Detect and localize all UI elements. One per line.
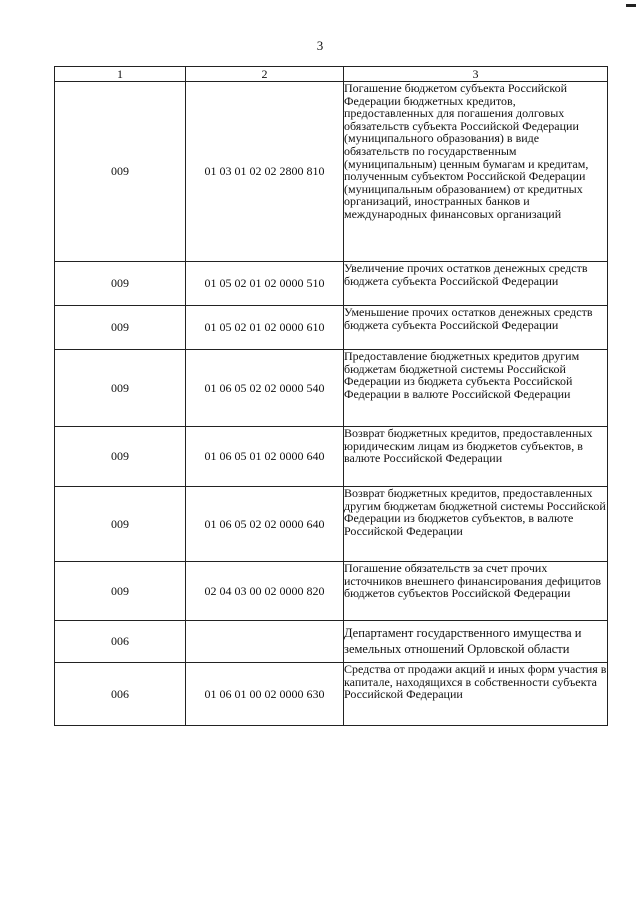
column-header-2: 2 bbox=[186, 67, 344, 82]
admin-code-cell: 009 bbox=[55, 350, 186, 427]
description-cell: Погашение бюджетом субъекта Российской Федерации бюджетных кредитов, предоставленных для погашения долговых обязательств субъекта Российской Федерации (муниципального образования) в виде обязательств по государственным (муниципальным) ценным бумагам и кредитам, полученным субъектом Российской Федерации (муниципальным образованием) от кредитных организаций, иностранных банков и международных финансовых организаций bbox=[344, 82, 608, 262]
admin-code-cell: 009 bbox=[55, 427, 186, 487]
admin-code-cell: 009 bbox=[55, 562, 186, 621]
description-cell: Предоставление бюджетных кредитов другим бюджетам бюджетной системы Российской Федерации из бюджета субъекта Российской Федерации в валюте Российской Федерации bbox=[344, 350, 608, 427]
table-row bbox=[55, 562, 608, 621]
admin-code-cell: 009 bbox=[55, 306, 186, 350]
table-row bbox=[55, 262, 608, 306]
source-code-cell: 01 06 05 01 02 0000 640 bbox=[186, 427, 344, 487]
admin-code-cell: 009 bbox=[55, 262, 186, 306]
corner-mark bbox=[626, 4, 636, 7]
admin-code-cell: 006 bbox=[55, 621, 186, 663]
table-row bbox=[55, 621, 608, 663]
description-cell: Увеличение прочих остатков денежных средств бюджета субъекта Российской Федерации bbox=[344, 262, 608, 306]
description-cell: Возврат бюджетных кредитов, предоставленных юридическим лицам из бюджетов субъектов, в валюте Российской Федерации bbox=[344, 427, 608, 487]
budget-sources-table bbox=[54, 66, 608, 726]
table-row bbox=[55, 306, 608, 350]
source-code-cell bbox=[186, 621, 344, 663]
description-cell: Средства от продажи акций и иных форм участия в капитале, находящихся в собственности субъекта Российской Федерации bbox=[344, 663, 608, 726]
source-code-cell: 01 03 01 02 02 2800 810 bbox=[186, 82, 344, 262]
page-number: 3 bbox=[316, 38, 324, 53]
admin-code-cell: 009 bbox=[55, 487, 186, 562]
description-cell: Департамент государственного имущества и земельных отношений Орловской области bbox=[344, 621, 608, 663]
source-code-cell: 02 04 03 00 02 0000 820 bbox=[186, 562, 344, 621]
source-code-cell: 01 05 02 01 02 0000 610 bbox=[186, 306, 344, 350]
source-code-cell: 01 06 01 00 02 0000 630 bbox=[186, 663, 344, 726]
table-row bbox=[55, 82, 608, 262]
table-row bbox=[55, 487, 608, 562]
source-code-cell: 01 06 05 02 02 0000 540 bbox=[186, 350, 344, 427]
source-code-cell: 01 05 02 01 02 0000 510 bbox=[186, 262, 344, 306]
column-header-3: 3 bbox=[344, 67, 608, 82]
description-cell: Погашение обязательств за счет прочих источников внешнего финансирования дефицитов бюджетов субъектов Российской Федерации bbox=[344, 562, 608, 621]
description-cell: Возврат бюджетных кредитов, предоставленных другим бюджетам бюджетной системы Российской Федерации из бюджетов субъектов, в валюте Российской Федерации bbox=[344, 487, 608, 562]
table-row bbox=[55, 350, 608, 427]
column-header-1: 1 bbox=[55, 67, 186, 82]
table-row bbox=[55, 663, 608, 726]
admin-code-cell: 006 bbox=[55, 663, 186, 726]
source-code-cell: 01 06 05 02 02 0000 640 bbox=[186, 487, 344, 562]
admin-code-cell: 009 bbox=[55, 82, 186, 262]
table-row bbox=[55, 427, 608, 487]
description-cell: Уменьшение прочих остатков денежных средств бюджета субъекта Российской Федерации bbox=[344, 306, 608, 350]
table-header-row bbox=[55, 67, 608, 82]
